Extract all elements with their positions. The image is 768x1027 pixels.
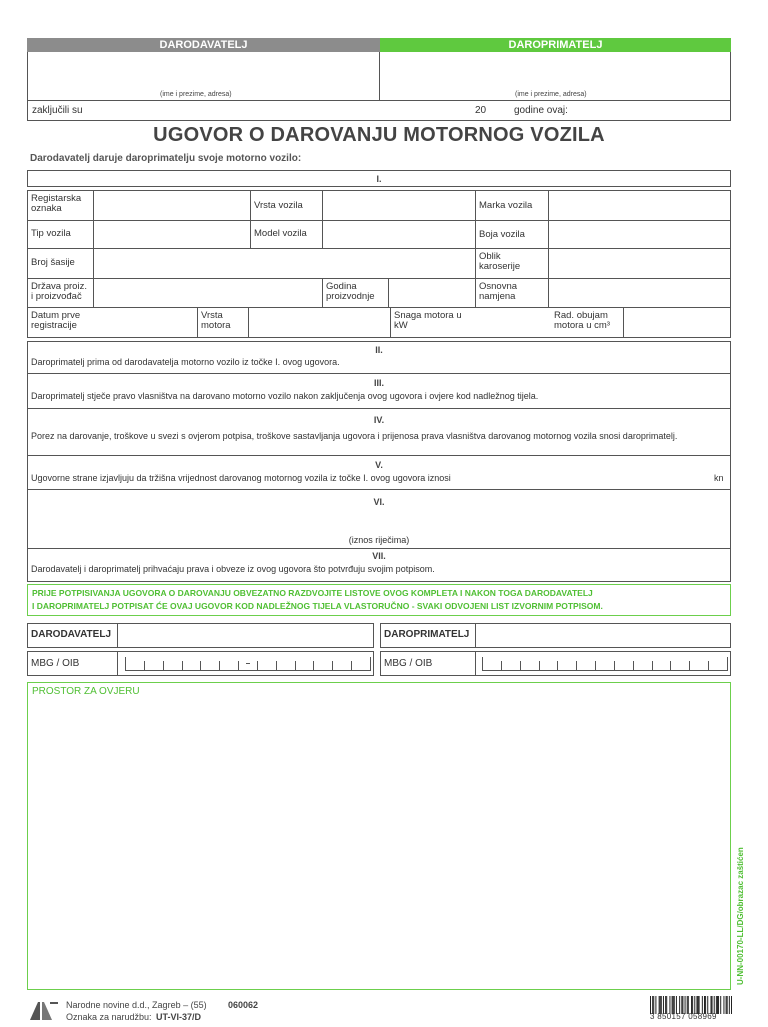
oblik-karoserije-label: Oblik karoserije [479, 251, 521, 272]
concluded-label: zaključili su [32, 105, 83, 116]
clause-vii-text: Darodavatelj i daroprimatelj prihvaćaju prava i obveze iz ovog ugovora što potvrđuju svojim potpisom. [31, 564, 435, 574]
date-row [27, 101, 731, 121]
donor-header: DARODAVATELJ [27, 38, 380, 52]
year-prefix: 20 [475, 105, 487, 116]
barcode-bar [729, 996, 730, 1014]
digit-dash [246, 663, 250, 664]
datum-label: Datum prve registracije [31, 310, 81, 331]
recipient-header: DAROPRIMATELJ [380, 38, 731, 52]
order-code: UT-VI-37/D [156, 1012, 202, 1022]
digit-divider [482, 657, 483, 671]
form-number: 060062 [228, 1000, 259, 1010]
notice-line-1: PRIJE POTPISIVANJA UGOVORA O DAROVANJU OBVEZATNO RAZDVOJITE LISTOVE OVOG KOMPLETA I NAKON TOGA DARODAVATELJ [32, 588, 593, 598]
donor-signature-field[interactable] [119, 624, 373, 647]
vrsta-vozila-label: Vrsta vozila [254, 200, 303, 211]
recipient-signature-field[interactable] [477, 624, 730, 647]
amount-in-words-field[interactable] [31, 510, 727, 534]
narodne-novine-logo [28, 998, 60, 1022]
currency-unit: kn [714, 473, 724, 483]
verification-label: PROSTOR ZA OVJERU [32, 686, 140, 697]
clause-iii-number: III. [373, 378, 384, 388]
value-amount-field[interactable] [520, 470, 710, 486]
godina-label: Godina proizvodnje [326, 281, 375, 302]
year-suffix: godine ovaj: [514, 105, 568, 116]
form-code-vertical: U-NN-00170-LL/DG/obrazac zaštićen [736, 847, 745, 985]
recipient-signature-label: DAROPRIMATELJ [384, 629, 470, 640]
donor-name-hint: (ime i prezime, adresa) [160, 91, 232, 98]
vrsta-vozila-field[interactable] [323, 191, 474, 219]
obujam-label: Rad. obujam motora u cm³ [554, 310, 610, 331]
notice-line-2: I DAROPRIMATELJ POTPISAT ĆE OVAJ UGOVOR KOD NADLEŽNOG TIJELA VLASTORUČNO - SVAKI ODVOJENI LIST IZVORNIM POTPISOM. [32, 601, 603, 611]
barcode-bar [731, 996, 732, 1014]
clause-v-number: V. [375, 460, 383, 470]
barcode-number: 3 850157 058969 [650, 1012, 717, 1021]
donor-oib-label: MBG / OIB [31, 658, 80, 669]
namjena-label: Osnovna namjena [479, 281, 518, 302]
barcode-bar [717, 996, 718, 1014]
clause-vii-number: VII. [372, 551, 386, 561]
marka-vozila-label: Marka vozila [479, 200, 533, 211]
model-vozila-label: Model vozila [254, 228, 307, 239]
drzava-label: Država proiz. i proizvođač [31, 281, 87, 302]
section-i-number: I. [376, 174, 382, 184]
snaga-label: Snaga motora u kW [394, 310, 462, 331]
separation-notice [27, 584, 731, 616]
digit-divider [370, 657, 371, 671]
clause-iv-text: Porez na darovanje, troškove u svezi s ovjerom potpisa, troškove sastavljanja ugovora i prijenosa prava vlasništva darovanog motornog vozila snosi daroprimatelj. [31, 431, 678, 441]
barcode-bar [727, 996, 728, 1014]
marka-vozila-field[interactable] [549, 191, 730, 219]
broj-sasije-label: Broj šasije [31, 257, 75, 268]
digit-divider [125, 657, 126, 671]
reg-oznaka-label: Registarska oznaka [31, 193, 82, 214]
donor-signature-label: DARODAVATELJ [31, 629, 111, 640]
barcode-bar [723, 996, 724, 1014]
donor-oib-field[interactable] [125, 657, 370, 671]
barcode-bar [726, 996, 727, 1014]
clause-ii-number: II. [375, 345, 383, 355]
order-label: Oznaka za narudžbu: [66, 1012, 152, 1022]
recipient-name-hint: (ime i prezime, adresa) [515, 91, 587, 98]
section-i-bar [27, 170, 731, 187]
recipient-oib-field[interactable] [482, 657, 727, 671]
barcode-bar [718, 996, 719, 1014]
verification-area [27, 682, 731, 990]
amount-in-words-hint: (iznos riječima) [348, 535, 410, 545]
boja-vozila-label: Boja vozila [479, 229, 525, 240]
vrsta-motora-label: Vrsta motora [201, 310, 231, 331]
clause-ii-text: Daroprimatelj prima od darodavatelja motorno vozilo iz točke I. ovog ugovora. [31, 357, 340, 367]
clause-vi-number: VI. [373, 497, 385, 507]
tip-vozila-label: Tip vozila [31, 228, 71, 239]
clause-iv-number: IV. [373, 415, 385, 425]
clause-v-text: Ugovorne strane izjavljuju da tržišna vrijednost darovanog motornog vozila iz točke I. ovog ugovora iznosi [31, 473, 451, 483]
clause-iii-text: Daroprimatelj stječe pravo vlasništva na darovano motorno vozilo nakon zaključenja ovog ugovora i ovjere kod nadležnog tijela. [31, 391, 539, 401]
recipient-oib-label: MBG / OIB [384, 658, 433, 669]
intro-text: Darodavatelj daruje daroprimatelju svoje motorno vozilo: [30, 153, 302, 164]
barcode-bar [720, 996, 721, 1014]
publisher-text: Narodne novine d.d., Zagreb – (55) [66, 1000, 207, 1010]
reg-oznaka-field[interactable] [94, 191, 249, 219]
digit-divider [727, 657, 728, 671]
document-title: UGOVOR O DAROVANJU MOTORNOG VOZILA [153, 124, 605, 146]
